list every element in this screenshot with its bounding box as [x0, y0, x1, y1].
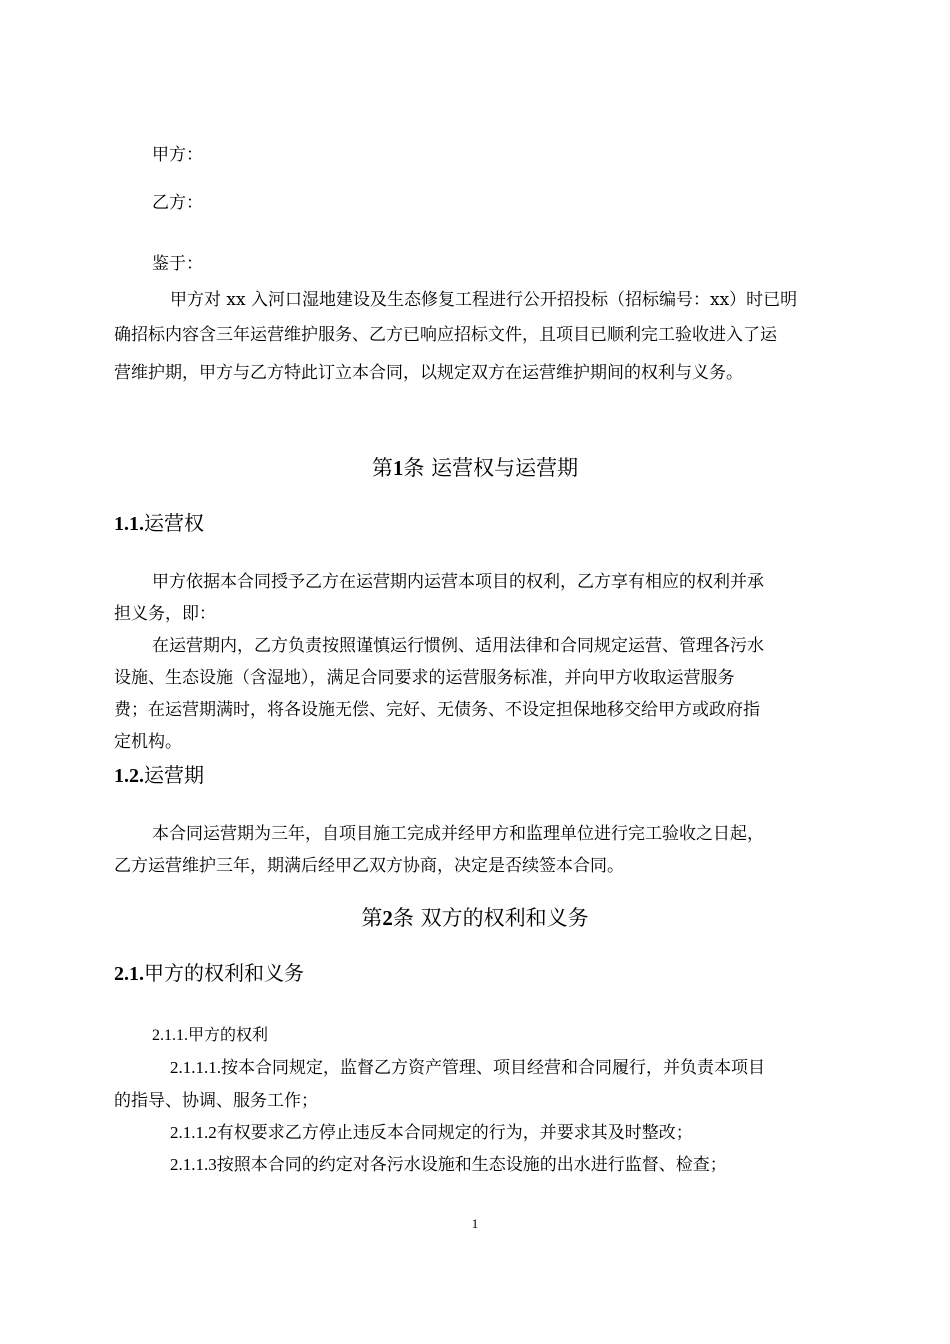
subsection-2-1-1-heading	[152, 1024, 268, 1047]
section-1-2-title: 运营期	[144, 763, 204, 787]
subsection-2-1-1-title: 甲方的权利	[188, 1025, 269, 1044]
item-2-1-1-2-number: 2.1.1.2	[170, 1123, 217, 1142]
section-2-1-heading	[114, 960, 304, 987]
section-1-2-line-2: 乙方运营维护三年，期满后经甲乙双方协商，决定是否续签本合同。	[114, 856, 624, 876]
article-2-title: 条 双方的权利和义务	[392, 906, 589, 930]
section-1-1-para1-line-2: 担义务，即：	[114, 604, 216, 624]
section-1-1-para2-line-4: 定机构。	[114, 732, 182, 752]
article-1-title: 条 运营权与运营期	[403, 456, 579, 480]
item-2-1-1-2	[170, 1122, 693, 1144]
section-1-1-para1-line-1: 甲方依据本合同授予乙方在运营期内运营本项目的权利，乙方享有相应的权利并承	[152, 572, 764, 592]
subsection-2-1-1-number: 2.1.1.	[152, 1027, 188, 1044]
section-1-2-number: 1.2.	[114, 765, 144, 787]
article-1-heading	[0, 454, 950, 482]
item-2-1-1-2-text: 有权要求乙方停止违反本合同规定的行为，并要求其及时整改；	[216, 1123, 693, 1143]
section-1-1-para2-line-1: 在运营期内，乙方负责按照谨慎运行惯例、适用法律和合同规定运营、管理各污水	[152, 636, 764, 656]
item-2-1-1-3-number: 2.1.1.3	[170, 1155, 217, 1174]
preamble-line-2: 确招标内容含三年运营维护服务、乙方已响应招标文件，且项目已顺利完工验收进入了运	[114, 325, 777, 345]
party-b-label: 乙方：	[152, 193, 203, 213]
section-1-2-heading	[114, 762, 204, 789]
item-2-1-1-1-number: 2.1.1.1.	[170, 1058, 221, 1077]
section-2-1-title: 甲方的权利和义务	[144, 961, 304, 985]
preamble-line-1: 甲方对 xx 入河口湿地建设及生态修复工程进行公开招投标（招标编号：xx）时已明	[170, 290, 798, 310]
article-2-heading	[0, 904, 950, 932]
section-1-1-heading	[114, 510, 204, 537]
article-2-number: 2	[382, 906, 393, 930]
section-1-1-para2-line-2: 设施、生态设施（含湿地），满足合同要求的运营服务标准，并向甲方收取运营服务	[114, 668, 735, 688]
article-1-number: 1	[392, 456, 404, 480]
article-1-prefix: 第	[371, 456, 393, 480]
preamble-line-3: 营维护期，甲方与乙方特此订立本合同，以规定双方在运营维护期间的权利与义务。	[114, 363, 743, 383]
section-1-1-title: 运营权	[144, 511, 204, 535]
party-a-label: 甲方：	[152, 145, 203, 165]
section-1-2-line-1: 本合同运营期为三年，自项目施工完成并经甲方和监理单位进行完工验收之日起，	[152, 824, 764, 844]
section-1-1-para2-line-3: 费；在运营期满时，将各设施无偿、完好、无债务、不设定担保地移交给甲方或政府指	[114, 700, 760, 720]
item-2-1-1-1-line-2: 的指导、协调、服务工作；	[114, 1091, 318, 1111]
item-2-1-1-3	[170, 1154, 727, 1176]
item-2-1-1-1-line-1	[170, 1057, 765, 1079]
whereas-label: 鉴于：	[152, 254, 203, 274]
article-2-prefix: 第	[361, 906, 383, 930]
section-2-1-number: 2.1.	[114, 963, 144, 985]
item-2-1-1-3-text: 按照本合同的约定对各污水设施和生态设施的出水进行监督、检查；	[216, 1155, 727, 1175]
section-1-1-number: 1.1.	[114, 513, 144, 535]
page-number: 1	[471, 1216, 479, 1231]
item-2-1-1-1-text: 按本合同规定，监督乙方资产管理、项目经营和合同履行，并负责本项目	[221, 1058, 765, 1078]
